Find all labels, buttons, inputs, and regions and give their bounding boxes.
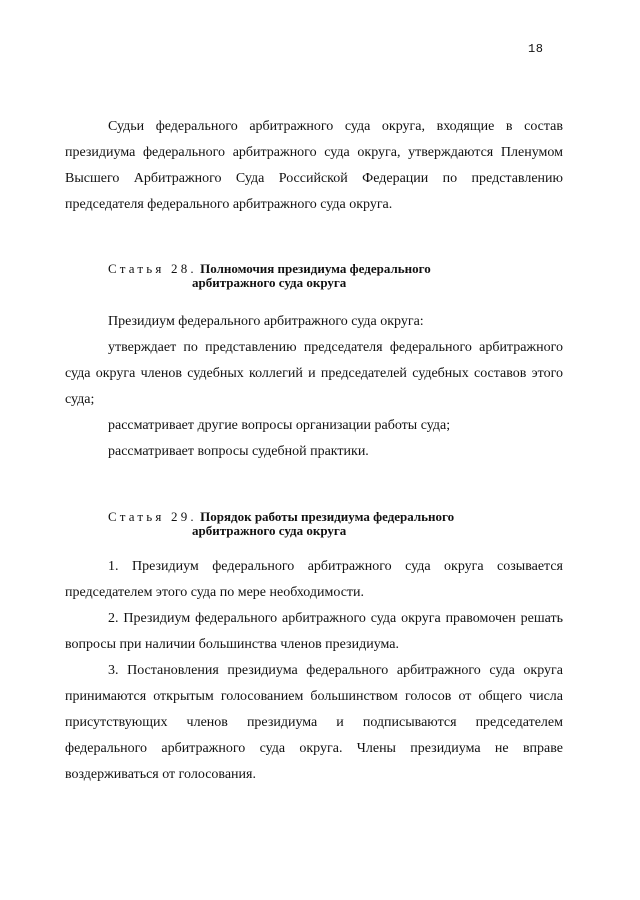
article-28-lead: Президиум федерального арбитражного суда округа: xyxy=(108,314,424,329)
article-28-item: утверждает по представлению председателя федерального арбитражного суда округа членов судебных коллегий и председателей судебных составов этого суда; xyxy=(65,340,563,407)
intro-block xyxy=(65,114,563,218)
article-29-item: 3. Постановления президиума федерального арбитражного суда округа принимаются открытым голосованием большинством голосов от общего числа присутствующих членов президиума и подписываются председателем федерального арбитражного суда округа. Члены президиума не вправе воздерживаться от голосования. xyxy=(65,663,563,782)
page-number: 18 xyxy=(528,42,544,56)
article-29-item: 2. Президиум федерального арбитражного суда округа правомочен решать вопросы при наличии большинства членов президиума. xyxy=(65,611,563,652)
article-28-item: рассматривает вопросы судебной практики. xyxy=(108,444,369,459)
article-28-item: рассматривает другие вопросы организации работы суда; xyxy=(108,418,451,433)
article-28-heading xyxy=(108,262,528,290)
article-29-title-line2: арбитражного суда округа xyxy=(192,523,347,538)
article-29-title-line1: Порядок работы президиума федерального xyxy=(200,509,455,524)
article-28-prefix: Статья 28. xyxy=(108,261,197,276)
article-28-body xyxy=(65,309,563,465)
intro-paragraph: Судьи федерального арбитражного суда округа, входящие в состав президиума федерального арбитражного суда округа, утверждаются Пленумом Высшего Арбитражного Суда Российской Федерации по представлению председателя федерального арбитражного суда округа. xyxy=(65,119,563,212)
article-29-body xyxy=(65,554,563,788)
article-29-item: 1. Президиум федерального арбитражного суда округа созывается председателем этого суда по мере необходимости. xyxy=(65,559,563,600)
article-28-title-line2: арбитражного суда округа xyxy=(192,275,347,290)
article-29-prefix: Статья 29. xyxy=(108,509,197,524)
article-28-title-line1: Полномочия президиума федерального xyxy=(200,261,431,276)
article-29-heading xyxy=(108,510,528,538)
